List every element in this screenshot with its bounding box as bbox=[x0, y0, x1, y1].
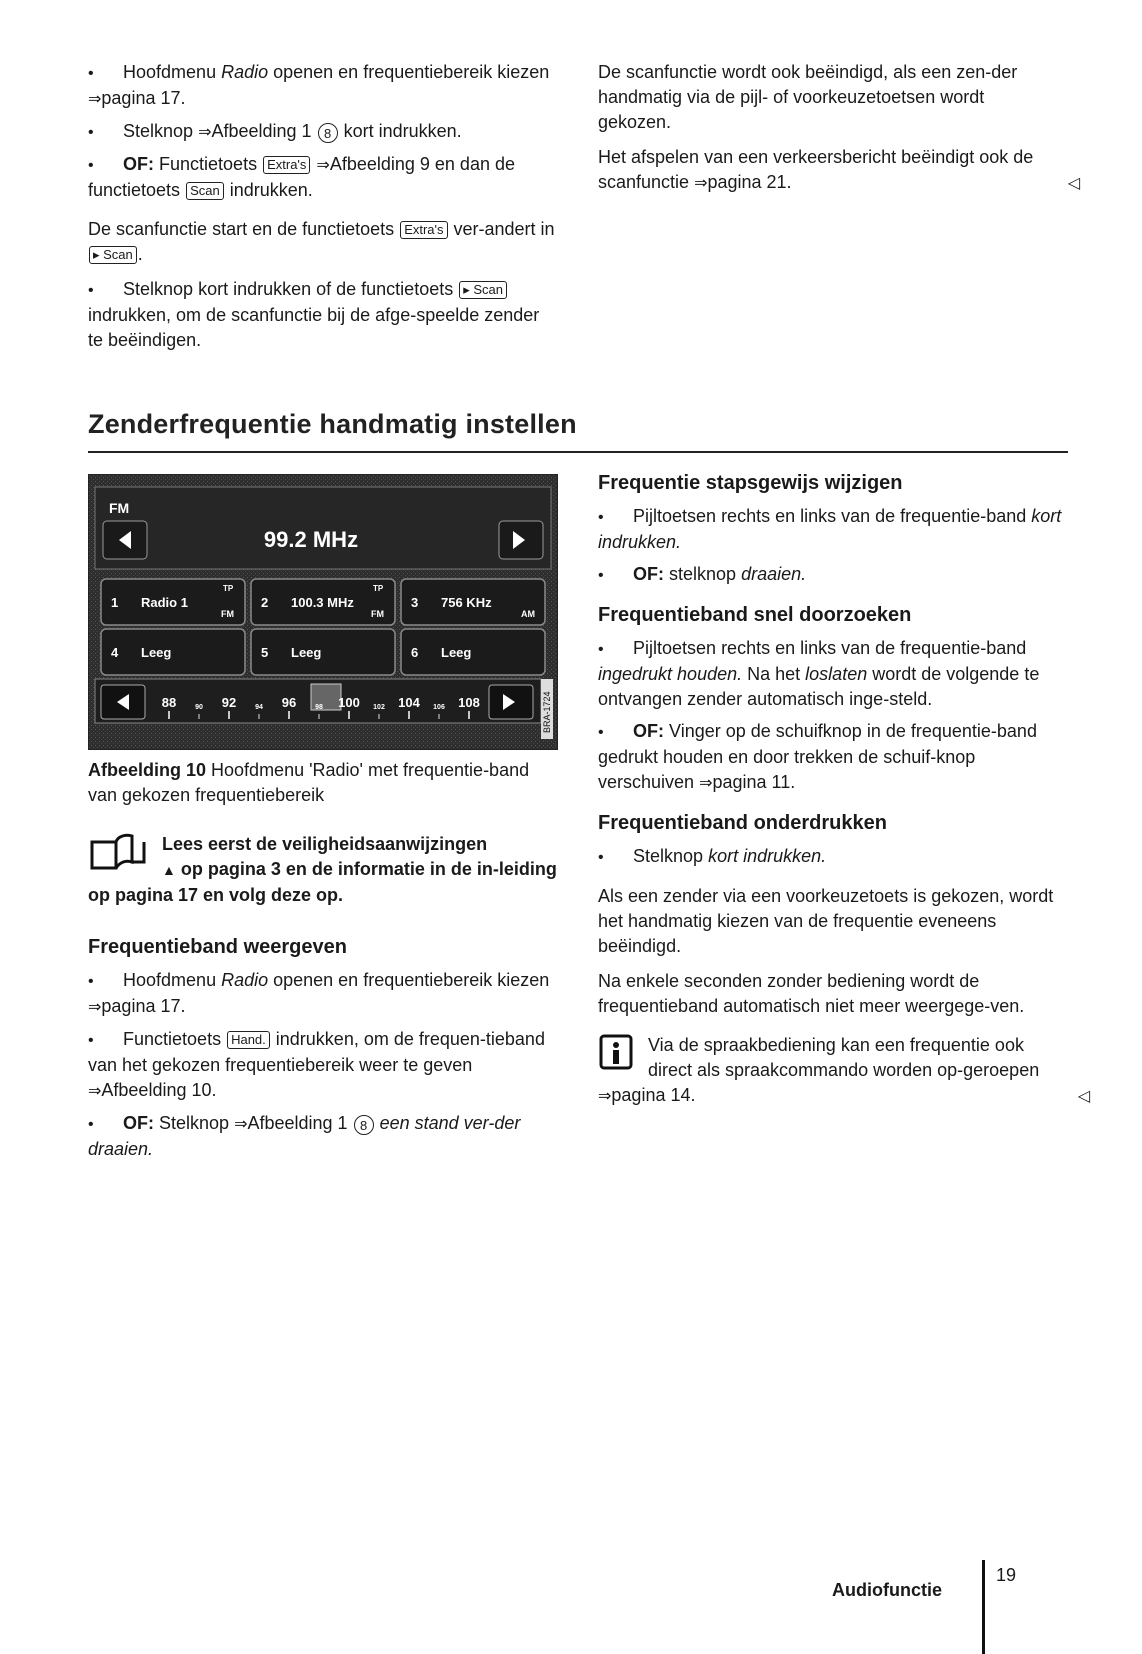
warning-triangle-icon: ▲ bbox=[162, 862, 176, 878]
safety-note: Lees eerst de veiligheidsaanwijzingen ▲ op pagina 3 en de informatie in de in-leiding op pagina 17 en volg deze op. bbox=[88, 834, 557, 905]
list-item: • OF: Functietoets Extra's ⇒Afbeelding 9 en dan de functietoets Scan indrukken. bbox=[88, 152, 558, 203]
list-item: • Hoofdmenu Radio openen en frequentiebereik kiezen ⇒pagina 17. bbox=[88, 968, 558, 1020]
section-divider bbox=[88, 451, 1068, 453]
circled-number: 8 bbox=[318, 123, 338, 143]
info-note: Via de spraakbediening kan een frequentie ook direct als spraakcommando worden op-geroepen ⇒pagina 14. ◁ bbox=[598, 1033, 1068, 1109]
scale-major-label: 88 bbox=[161, 695, 177, 710]
heading-stapsgewijs: Frequentie stapsgewijs wijzigen bbox=[598, 472, 903, 494]
scale-major-label: 108 bbox=[458, 695, 480, 710]
preset-tp-flag: TP bbox=[373, 584, 384, 593]
key-scan: Scan bbox=[186, 182, 224, 200]
figure-code: BRA-1724 bbox=[542, 691, 552, 733]
preset-number: 1 bbox=[111, 595, 119, 610]
section-title: Zenderfrequentie handmatig instellen bbox=[88, 409, 577, 439]
scale-minor-label: 98 bbox=[315, 704, 323, 711]
scale-major-label: 92 bbox=[221, 695, 237, 710]
key-play-scan: ▸ Scan bbox=[89, 246, 137, 264]
paragraph: De scanfunctie start en de functietoets Extra's ver-andert in ▸ Scan . bbox=[88, 219, 555, 264]
current-frequency: 99.2 MHz bbox=[263, 527, 359, 552]
preset-number: 4 bbox=[111, 645, 119, 660]
scale-major-label: 100 bbox=[338, 695, 360, 710]
end-mark-icon: ◁ bbox=[1067, 175, 1080, 192]
left-top-column bbox=[88, 60, 558, 360]
key-extras: Extra's bbox=[263, 156, 310, 174]
page-number: 19 bbox=[996, 1565, 1017, 1585]
band-label: FM bbox=[109, 500, 130, 516]
list-item: • Stelknop ⇒Afbeelding 1 8 kort indrukken. bbox=[88, 119, 558, 145]
paragraph: Het afspelen van een verkeersbericht beëindigt ook de scanfunctie ⇒pagina 21. ◁ bbox=[598, 145, 1058, 196]
footer-chapter: Audiofunctie bbox=[832, 1580, 942, 1600]
list-item: • Stelknop kort indrukken of de functietoets ▸ Scan indrukken, om de scanfunctie bij de afge-speelde zender te beëindigen. bbox=[88, 277, 558, 353]
key-extras: Extra's bbox=[400, 221, 447, 239]
left-bottom-column bbox=[88, 832, 558, 1169]
list-item: • Hoofdmenu Radio openen en frequentiebereik kiezen ⇒pagina 17. bbox=[88, 60, 558, 112]
scale-minor-label: 106 bbox=[433, 704, 445, 711]
preset-button bbox=[251, 629, 395, 675]
footer-divider bbox=[982, 1560, 985, 1654]
key-play-scan: ▸ Scan bbox=[459, 281, 507, 299]
list-item: • Functietoets Hand. indrukken, om de frequen-tieband van het gekozen frequentiebereik weer te geven ⇒Afbeelding 10. bbox=[88, 1027, 558, 1104]
preset-number: 2 bbox=[261, 595, 269, 610]
list-item: • Stelknop kort indrukken. bbox=[598, 844, 1068, 870]
list-item: • Pijltoetsen rechts en links van de frequentie-band kort indrukken. bbox=[598, 504, 1068, 555]
preset-number: 3 bbox=[411, 595, 419, 610]
end-mark-icon: ◁ bbox=[1077, 1088, 1090, 1105]
scale-major-label: 96 bbox=[281, 695, 297, 710]
heading-weergeven: Frequentieband weergeven bbox=[88, 936, 347, 958]
heading-onderdrukken: Frequentieband onderdrukken bbox=[598, 812, 887, 834]
list-item: • OF: stelknop draaien. bbox=[598, 562, 1068, 588]
paragraph: Na enkele seconden zonder bediening wordt de frequentieband automatisch niet meer weergege-ven. bbox=[598, 971, 1025, 1016]
preset-number: 5 bbox=[261, 645, 269, 660]
preset-tp-flag: TP bbox=[223, 584, 234, 593]
preset-label: Leeg bbox=[441, 645, 472, 660]
right-bottom-column bbox=[598, 470, 1090, 1109]
preset-band-tag: FM bbox=[371, 609, 384, 619]
preset-number: 6 bbox=[411, 645, 419, 660]
preset-label: 756 KHz bbox=[441, 595, 492, 610]
preset-button bbox=[101, 629, 245, 675]
preset-band-tag: AM bbox=[521, 609, 535, 619]
radio-screen-figure bbox=[88, 474, 558, 750]
scale-minor-label: 94 bbox=[255, 704, 263, 711]
preset-label: Radio 1 bbox=[141, 595, 188, 610]
preset-band-tag: FM bbox=[221, 609, 234, 619]
right-top-column bbox=[598, 60, 1080, 206]
paragraph: De scanfunctie wordt ook beëindigd, als een zen-der handmatig via de pijl- of voorkeuzetoetsen wordt gekozen. bbox=[598, 62, 1018, 132]
scale-major-label: 104 bbox=[398, 695, 420, 710]
preset-label: Leeg bbox=[141, 645, 172, 660]
list-item: • OF: Stelknop ⇒Afbeelding 1 8 een stand ver-der draaien. bbox=[88, 1111, 558, 1162]
heading-snel: Frequentieband snel doorzoeken bbox=[598, 604, 912, 626]
scale-minor-label: 90 bbox=[195, 704, 203, 711]
book-icon bbox=[88, 832, 148, 872]
list-item: • OF: Vinger op de schuifknop in de frequentie-band gedrukt houden en door trekken de schuif-knop verschuiven ⇒pagina 11. bbox=[598, 719, 1068, 796]
circled-number: 8 bbox=[354, 1115, 374, 1135]
scale-minor-label: 102 bbox=[373, 704, 385, 711]
info-icon bbox=[598, 1033, 634, 1073]
figure-caption: Afbeelding 10 Hoofdmenu 'Radio' met frequentie-band van gekozen frequentiebereik bbox=[88, 760, 530, 805]
key-hand: Hand. bbox=[227, 1031, 270, 1049]
radio-screen-svg bbox=[89, 475, 557, 749]
preset-label: 100.3 MHz bbox=[291, 595, 354, 610]
preset-button bbox=[401, 629, 545, 675]
list-item: • Pijltoetsen rechts en links van de frequentie-band ingedrukt houden. Na het loslaten wordt de volgende te ontvangen zender automatisch inge-steld. bbox=[598, 636, 1068, 712]
paragraph: Als een zender via een voorkeuzetoets is gekozen, wordt het handmatig kiezen van de frequentie eveneens beëindigd. bbox=[598, 886, 1054, 956]
preset-label: Leeg bbox=[291, 645, 322, 660]
